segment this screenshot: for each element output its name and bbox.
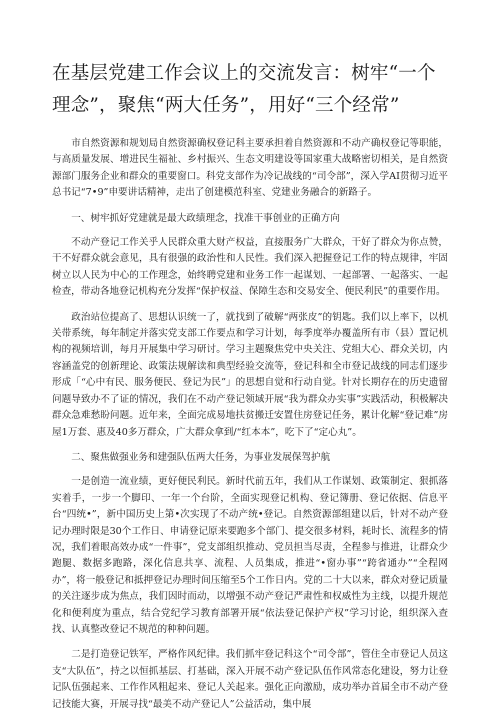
body-paragraph: 政治站位提高了、思想认识统一了，就找到了破解“两张皮”的钥匙。我们以上率下，以机关带系统，每年制定并落实党支部工作要点和学习计划，每季度举办覆盖所有市（县）置记机构的视频培训，每月开展集中学习研讨。学习主题聚焦党中央关注、党组大心、群众关切，内容涵盖党的创新理论、政策法规解读和典型经验交流等，登记科和全市登记战线的同志们逐步形成「“心中有民、服务便民、登记为民”」的思想自觉和行动自觉。针对长期存在的历史遗留问题导致办不了证的情况，我们在不动产登记领域开展“我为群众办实事”实践活动，积极解决群众急难愁盼问题。近年来，全面完成易地扶贫搬迁安置住房登记任务，累计化解“登记难”房屋1万套、惠及40多万群众，广大群众拿到/“红本本”，吃下了“定心丸”。 [52,311,448,438]
document-body [52,136,448,713]
body-paragraph: 二是打造登记铁军，严格作风纪律。我们抓牢登记科这个“司令部”，管住全市登记人员这支“大队伍”，持之以恒抓基层、打基础，深入开展不动产登记队伍作风常态化建设，努力让登记队伍强起来、工作作风粗起来、登记人关起来。强化正向激励，成功举办首届全市不动产登记技能大赛，开展寻找“最美不动产登记人”公益活动，集中展 [52,649,448,710]
body-paragraph: 一是创造一流业绩，更好便民利民。新时代前五年，我们从工作谋划、政策制定、狠抓落实着手，一步一个脚印、一年一个台阶，全面实现登记机构、登记簿册、登记依据、信息平台“四统•”，新中国历史上第•次实现了不动产统•登记。自然资源部组建以后，针对不动产登记办理时限是30个工作日、申请登记原来要跑多个部门、提交很多材料，耗时长、流程多的情况，我们着眼高效办成“一件事”，党支部组织推动、党员担当尽责，全程参与推进，让群众少跑腿、数据多跑路，深化信息共享、流程、人员集成，推进“•窗办事”“跨省通办”“全程网办”，将一般登记和抵押登记办理时间压缩至5个工作日内。党的二十大以来，群众对登记质量的关注逐步成为焦点，我们因时而动，以增强不动产登记严肃性和权威性为主线，以提升规范化和便利度为重点，结合党纪学习教育部署开展“依法登记保护产权”学习讨论，组织深入查找、认真整改登记不规范的种种问题。 [52,476,448,635]
intro-paragraph: 市自然资源和规划局自然资源确权登记科主要承担着自然资源和不动产确权登记等职能，与高质量发展、增进民生福祉、乡村振兴、生态文明建设等国家重大战略密切相关，是自然资源部门服务企业和群众的重要窗口。科党支部作为冷记战线的“司令部”，深入学AI贯彻习近平总书记“7•9”申要讲话精神，走出了创建模范科室、党建业务融合的新路子。 [52,138,448,199]
section-heading-1: 一、树牢抓好党建就是最大政绩理念，找准干事创业的正确方向 [71,212,340,224]
document-title: 在基层党建工作会议上的交流发言：树牢“一个理念”，聚焦“两大任务”，用好“三个经常” [52,63,436,116]
body-paragraph: 不动产登记工作关乎人民群众重大财产权益，直接服务广大群众，干好了群众为你点赞，干不好群众就会意见，具有很强的政治性和人民性。我们深入把握登记工作的特点规律，牢固树立以人民为中心的工作理念，始终聘党建和业务工作一起谋划、一起部署、一起落实、一起检查，带动各地登记机构充分发挥“保护权益、保障生态和交易安全、便民利民”的重要作用。 [52,237,448,298]
section-heading-2: 二、聚焦做强业务和建强队伍两大任务，为事业发展保驾护航 [71,451,331,463]
